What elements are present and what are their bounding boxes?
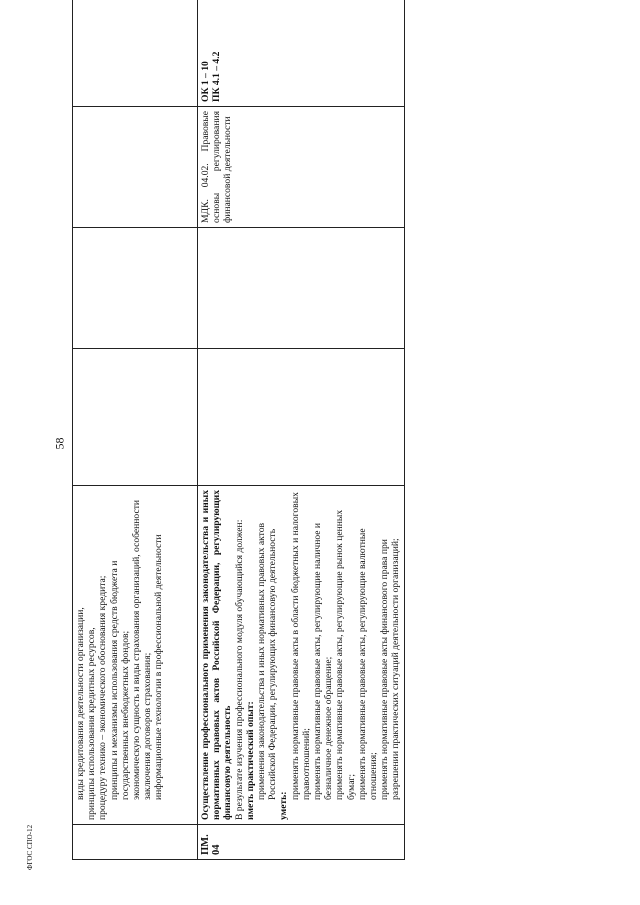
competency-pk: ПК 4.1 – 4.2 (211, 51, 223, 102)
table-row (198, 0, 405, 860)
skill-item: применять нормативные правовые акты финансового права при разрешении практических ситуаций деятельности организаций; (379, 538, 402, 800)
experience-text: применения законодательства и иных нормативных правовых актов Российской Федерации, регулирующих финансовую деятельность (256, 522, 279, 800)
content-line: виды кредитования деятельности организации, (75, 607, 86, 800)
module-intro: В результате изучения профессионального модуля обучающийся должен: (233, 519, 245, 820)
skill-item: применять нормативные правовые акты в области бюджетных и налоговых правоотношений; (289, 492, 312, 800)
cell-content-continued (73, 486, 198, 825)
cell-hours (198, 349, 405, 486)
cell-code-empty (73, 825, 198, 860)
curriculum-table (72, 0, 405, 860)
cell-competencies-empty (73, 0, 198, 107)
module-code: ПМ. 04 (200, 834, 223, 855)
table-row (73, 0, 198, 860)
skills-label: уметь: (278, 791, 290, 820)
competency-ok: ОК 1 – 10 (200, 61, 211, 102)
experience-label: иметь практический опыт: (244, 701, 256, 820)
cell-empty (73, 228, 198, 349)
skill-item: применять нормативные правовые акты, регулирующие наличное и безналичное денежное обращение; (312, 522, 335, 800)
cell-hours-empty (73, 349, 198, 486)
cell-mdk-empty (73, 107, 198, 228)
cell-mdk (198, 107, 405, 228)
content-line: принципы использования кредитных ресурсов, (86, 627, 98, 820)
skill-item: применять нормативные правовые акты, регулирующие рынок ценных бумаг; (334, 509, 357, 800)
content-line: процедуру технико – экономического обоснования кредита; (97, 575, 109, 820)
cell-competencies (198, 0, 405, 107)
skill-item: применять нормативные правовые акты, регулирующие валютные отношения; (356, 528, 380, 800)
cell-content (198, 486, 405, 825)
footer-code: ФГОС СПО-12 (26, 824, 34, 870)
rotated-table-wrapper (72, 32, 402, 860)
content-line: информационные технологии в профессиональной деятельности (153, 534, 165, 800)
mdk-text: МДК. 04.02. Правовые основы регулирования финансовой деятельности (200, 111, 234, 223)
cell-code (198, 825, 405, 860)
cell-empty (198, 228, 405, 349)
content-line: экономическую сущность и виды страхования организаций, особенности заключения договоров страхования; (131, 499, 154, 800)
module-title: Осуществление профессионального применения законодательства и иных нормативных правовых актов Российской Федерации, регулирующих финансовую деятельность (200, 490, 234, 820)
content-line: принципы и механизмы использования средств бюджета и государственных внебюджетных фондов; (108, 560, 131, 800)
page-number: 58 (52, 437, 67, 450)
